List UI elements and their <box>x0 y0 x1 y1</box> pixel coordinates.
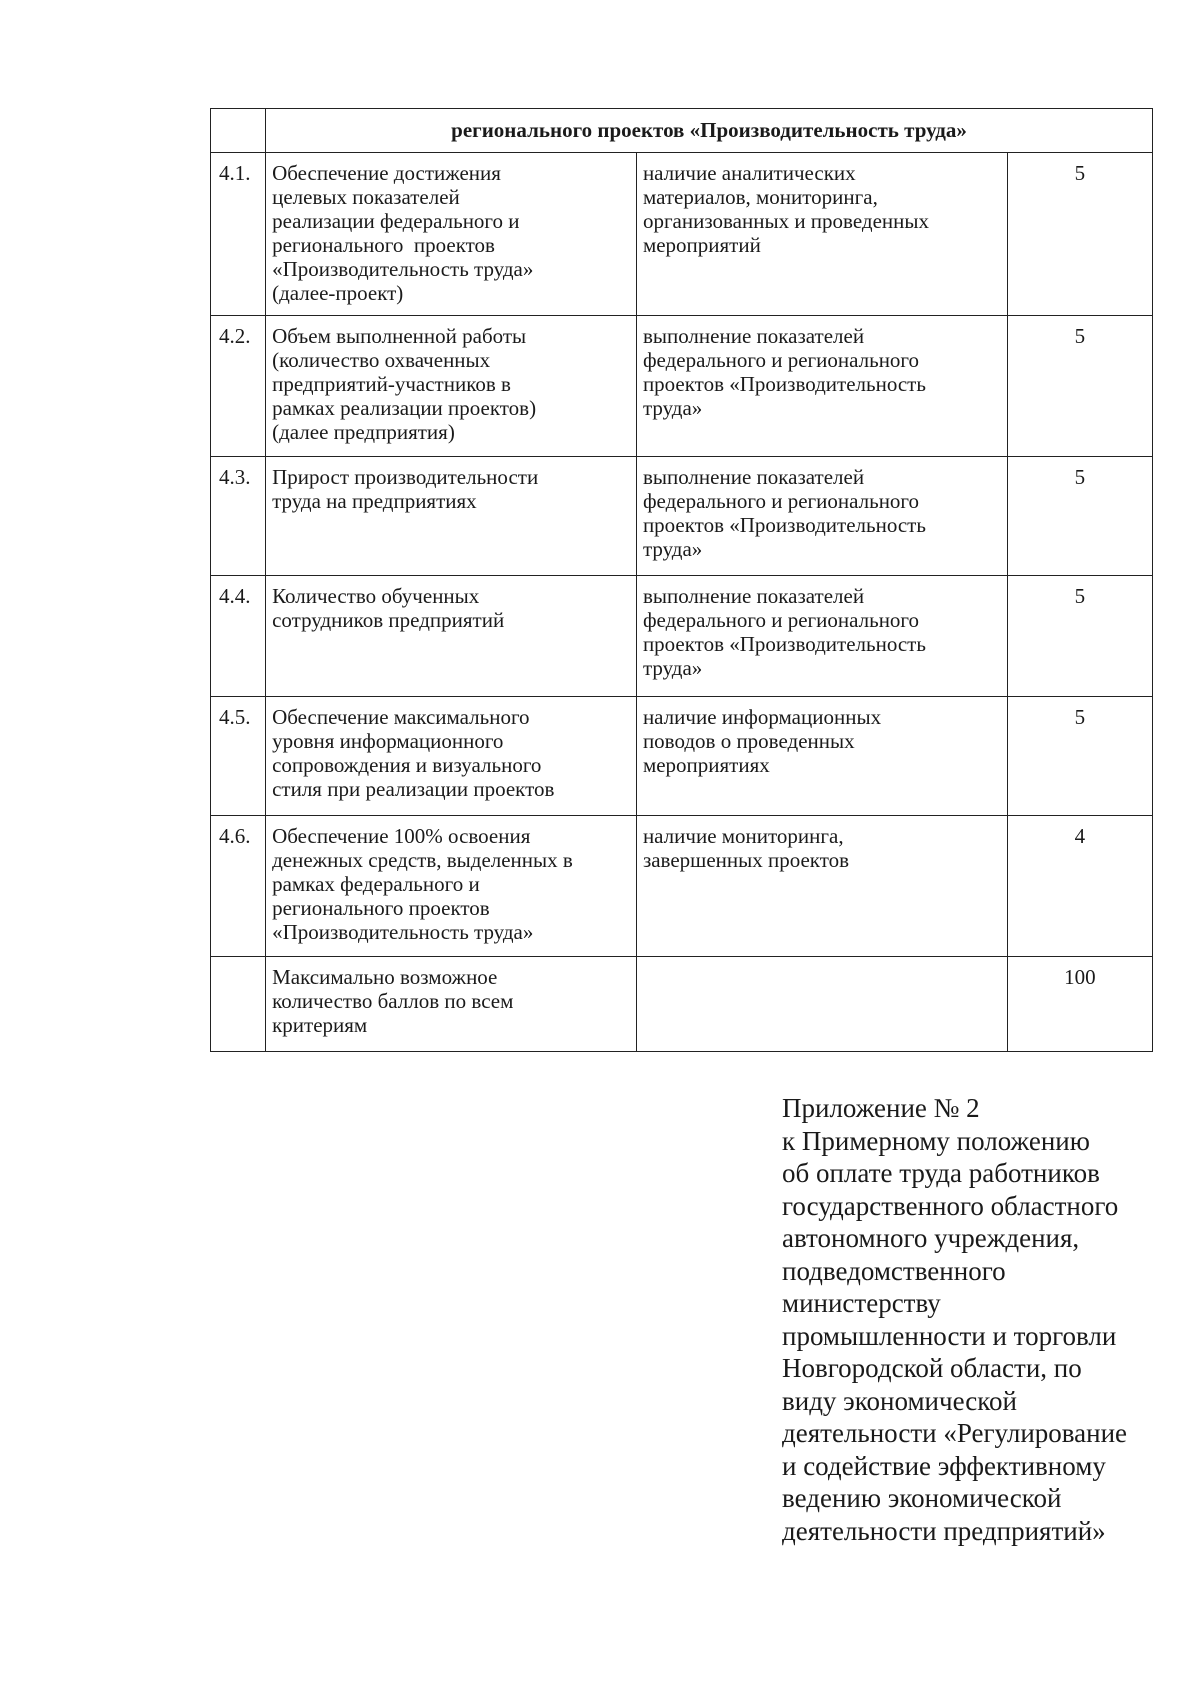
criterion-basis-line: выполнение показателей <box>642 584 865 608</box>
criterion-basis-line: организованных и проведенных <box>642 209 929 233</box>
criterion-basis-line: проектов «Производительность <box>642 372 926 396</box>
criterion-name <box>266 816 637 957</box>
criterion-basis-line: труда» <box>642 537 703 561</box>
table-header-row <box>211 109 1153 153</box>
criterion-basis <box>636 576 1007 697</box>
row-number: 4.1. <box>211 153 266 316</box>
criterion-score: 5 <box>1007 576 1152 697</box>
criterion-score: 5 <box>1007 153 1152 316</box>
criterion-basis <box>636 316 1007 457</box>
criterion-name-line: Объем выполненной работы <box>272 324 527 348</box>
criterion-name <box>266 576 637 697</box>
criterion-basis-line: наличие мониторинга, <box>642 824 844 848</box>
criterion-basis-line: федерального и регионального <box>642 608 920 632</box>
criterion-name-line: стиля при реализации проектов <box>272 777 555 801</box>
criterion-name <box>266 457 637 576</box>
criterion-name-line: реализации федерального и <box>272 209 520 233</box>
appendix-line: ведению экономической <box>782 1483 1062 1513</box>
appendix-line: государственного областного <box>782 1190 1119 1221</box>
criterion-name-line: Обеспечение достижения <box>272 161 501 185</box>
criterion-basis <box>636 153 1007 316</box>
criterion-name <box>266 957 637 1052</box>
criterion-score: 4 <box>1007 816 1152 957</box>
table-row <box>211 957 1153 1052</box>
criterion-basis-line: поводов о проведенных <box>642 729 855 753</box>
criteria-table <box>210 108 1153 1052</box>
criterion-name-line: предприятий-участников в <box>272 372 511 396</box>
criterion-basis <box>636 957 1007 1052</box>
appendix-line: промышленности и торговли <box>782 1320 1117 1351</box>
criterion-basis-line: выполнение показателей <box>642 324 865 348</box>
row-number <box>211 957 266 1052</box>
appendix-block <box>782 1092 1162 1547</box>
criterion-name-line: «Производительность труда» <box>272 920 534 944</box>
criterion-name-line: Обеспечение максимального <box>272 705 530 729</box>
criterion-basis-line: мероприятиях <box>642 753 770 777</box>
criterion-name-line: регионального проектов <box>272 896 490 920</box>
criterion-score: 5 <box>1007 697 1152 816</box>
criterion-name-line: уровня информационного <box>272 729 504 753</box>
appendix-line: Новгородской области, по <box>782 1353 1082 1383</box>
criterion-basis <box>636 816 1007 957</box>
criterion-name-line: количество баллов по всем <box>272 989 514 1013</box>
appendix-line: деятельности предприятий» <box>782 1515 1106 1546</box>
criterion-basis-line: федерального и регионального <box>642 348 920 372</box>
table-row <box>211 816 1153 957</box>
table-row <box>211 576 1153 697</box>
criterion-score: 5 <box>1007 457 1152 576</box>
row-number: 4.2. <box>211 316 266 457</box>
appendix-line: подведомственного <box>782 1255 1006 1286</box>
criterion-name-line: сопровождения и визуального <box>272 753 542 777</box>
criterion-basis-line: наличие информационных <box>642 705 882 729</box>
section-header: регионального проектов «Производительность труда» <box>266 109 1153 153</box>
criterion-name-line: Прирост производительности <box>272 465 539 489</box>
criterion-name <box>266 697 637 816</box>
appendix-line: к Примерному положению <box>782 1125 1090 1156</box>
criterion-name-line: Количество обученных <box>272 584 480 608</box>
appendix-line: и содействие эффективному <box>782 1450 1106 1481</box>
criterion-basis-line: федерального и регионального <box>642 489 920 513</box>
criterion-name-line: (количество охваченных <box>272 348 491 372</box>
criterion-basis <box>636 697 1007 816</box>
appendix-line: деятельности «Регулирование <box>782 1418 1128 1448</box>
appendix-title: Приложение № 2 <box>782 1093 980 1123</box>
criterion-basis-line: проектов «Производительность <box>642 513 926 537</box>
criterion-name-line: рамках федерального и <box>272 872 480 896</box>
criterion-name-line: целевых показателей <box>272 185 460 209</box>
criterion-name-line: «Производительность труда» <box>272 257 534 281</box>
criterion-name <box>266 316 637 457</box>
criterion-name-line: сотрудников предприятий <box>272 608 505 632</box>
appendix-line: автономного учреждения, <box>782 1223 1080 1253</box>
row-number: 4.6. <box>211 816 266 957</box>
criterion-basis-line: труда» <box>642 656 703 680</box>
criterion-basis-line: мероприятий <box>642 233 761 257</box>
criterion-name-line: (далее-проект) <box>272 281 404 305</box>
table-row <box>211 316 1153 457</box>
criterion-basis-line: проектов «Производительность <box>642 632 926 656</box>
criterion-name-line: денежных средств, выделенных в <box>272 848 573 872</box>
criterion-name-line: критериям <box>272 1013 368 1037</box>
table-cell-empty <box>211 109 266 153</box>
table-row <box>211 457 1153 576</box>
criterion-basis-line: труда» <box>642 396 703 420</box>
table-row <box>211 153 1153 316</box>
criterion-score: 100 <box>1007 957 1152 1052</box>
criterion-name <box>266 153 637 316</box>
criterion-basis-line: наличие аналитических <box>642 161 856 185</box>
table-row <box>211 697 1153 816</box>
appendix-line: об оплате труда работников <box>782 1158 1100 1188</box>
criterion-name-line: рамках реализации проектов) <box>272 396 537 420</box>
criterion-basis-line: завершенных проектов <box>642 848 850 872</box>
criterion-name-line: (далее предприятия) <box>272 420 455 444</box>
row-number: 4.4. <box>211 576 266 697</box>
criterion-score: 5 <box>1007 316 1152 457</box>
row-number: 4.3. <box>211 457 266 576</box>
row-number: 4.5. <box>211 697 266 816</box>
criterion-basis-line: материалов, мониторинга, <box>642 185 878 209</box>
appendix-line: виду экономической <box>782 1385 1017 1416</box>
criterion-name-line: Максимально возможное <box>272 965 498 989</box>
criterion-name-line: Обеспечение 100% освоения <box>272 824 531 848</box>
criterion-name-line: регионального проектов <box>272 233 495 257</box>
appendix-line: министерству <box>782 1288 941 1318</box>
criterion-basis <box>636 457 1007 576</box>
criterion-basis-line: выполнение показателей <box>642 465 865 489</box>
criterion-name-line: труда на предприятиях <box>272 489 477 513</box>
